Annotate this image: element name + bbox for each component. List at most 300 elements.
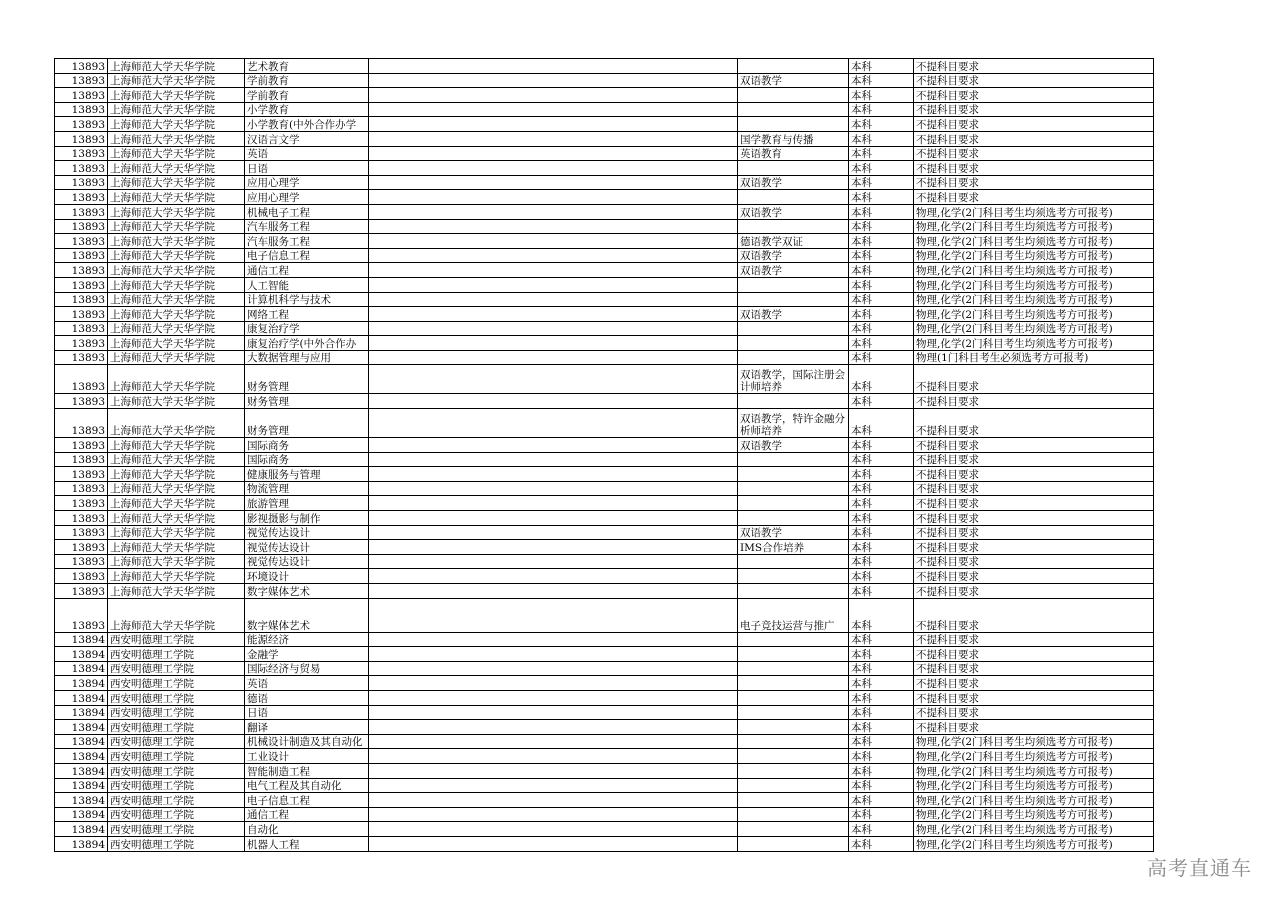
institution-code-cell: 13893 <box>55 525 108 540</box>
institution-code-cell: 13893 <box>55 234 108 249</box>
subject-requirement-cell: 不提科目要求 <box>914 131 1154 146</box>
subject-requirement-cell: 物理,化学(2门科目考生均须选考方可报考) <box>914 749 1154 764</box>
major-name-cell: 小学教育(中外合作办学 <box>245 117 369 132</box>
major-note-cell <box>738 511 849 526</box>
blank-cell <box>369 690 738 705</box>
major-note-cell <box>738 749 849 764</box>
table-row <box>55 73 1154 88</box>
major-note-cell: 电子竞技运营与推广 <box>738 598 849 632</box>
major-note-cell <box>738 778 849 793</box>
table-row <box>55 394 1154 409</box>
degree-level-cell: 本科 <box>849 88 914 103</box>
institution-name-cell: 上海师范大学天华学院 <box>108 511 245 526</box>
table-row <box>55 350 1154 365</box>
major-name-cell: 英语 <box>245 146 369 161</box>
degree-level-cell: 本科 <box>849 584 914 599</box>
major-note-cell: 国学教育与传播 <box>738 131 849 146</box>
institution-name-cell: 西安明德理工学院 <box>108 661 245 676</box>
institution-code-cell: 13893 <box>55 481 108 496</box>
blank-cell <box>369 365 738 394</box>
institution-name-cell: 上海师范大学天华学院 <box>108 481 245 496</box>
subject-requirement-cell: 物理,化学(2门科目考生均须选考方可报考) <box>914 807 1154 822</box>
table-row <box>55 632 1154 647</box>
degree-level-cell: 本科 <box>849 763 914 778</box>
subject-requirement-cell: 不提科目要求 <box>914 705 1154 720</box>
subject-requirement-cell: 物理,化学(2门科目考生均须选考方可报考) <box>914 763 1154 778</box>
major-name-cell: 艺术教育 <box>245 59 369 74</box>
table-row <box>55 263 1154 278</box>
institution-name-cell: 上海师范大学天华学院 <box>108 102 245 117</box>
blank-cell <box>369 569 738 584</box>
major-name-cell: 大数据管理与应用 <box>245 350 369 365</box>
major-name-cell: 数字媒体艺术 <box>245 598 369 632</box>
major-name-cell: 视觉传达设计 <box>245 525 369 540</box>
major-name-cell: 康复治疗学 <box>245 321 369 336</box>
degree-level-cell: 本科 <box>849 438 914 453</box>
major-name-cell: 通信工程 <box>245 263 369 278</box>
degree-level-cell: 本科 <box>849 540 914 555</box>
institution-code-cell: 13894 <box>55 661 108 676</box>
table-row <box>55 467 1154 482</box>
institution-code-cell: 13893 <box>55 190 108 205</box>
subject-requirement-cell: 物理,化学(2门科目考生均须选考方可报考) <box>914 248 1154 263</box>
blank-cell <box>369 511 738 526</box>
major-note-cell <box>738 734 849 749</box>
subject-requirement-cell: 不提科目要求 <box>914 511 1154 526</box>
institution-code-cell: 13893 <box>55 131 108 146</box>
institution-code-cell: 13894 <box>55 720 108 735</box>
institution-name-cell: 上海师范大学天华学院 <box>108 496 245 511</box>
major-name-cell: 健康服务与管理 <box>245 467 369 482</box>
major-name-cell: 自动化 <box>245 822 369 837</box>
degree-level-cell: 本科 <box>849 749 914 764</box>
table-row <box>55 336 1154 351</box>
degree-level-cell: 本科 <box>849 496 914 511</box>
institution-code-cell: 13894 <box>55 778 108 793</box>
degree-level-cell: 本科 <box>849 102 914 117</box>
major-note-cell: 双语教学，特许金融分析师培养 <box>738 409 849 438</box>
major-name-cell: 小学教育 <box>245 102 369 117</box>
table-row <box>55 584 1154 599</box>
subject-requirement-cell: 不提科目要求 <box>914 73 1154 88</box>
institution-code-cell: 13893 <box>55 73 108 88</box>
blank-cell <box>369 204 738 219</box>
degree-level-cell: 本科 <box>849 175 914 190</box>
degree-level-cell: 本科 <box>849 350 914 365</box>
degree-level-cell: 本科 <box>849 807 914 822</box>
institution-name-cell: 上海师范大学天华学院 <box>108 292 245 307</box>
blank-cell <box>369 161 738 176</box>
institution-code-cell: 13894 <box>55 734 108 749</box>
subject-requirement-cell: 物理,化学(2门科目考生均须选考方可报考) <box>914 234 1154 249</box>
table-row <box>55 131 1154 146</box>
major-name-cell: 环境设计 <box>245 569 369 584</box>
blank-cell <box>369 350 738 365</box>
institution-code-cell: 13893 <box>55 467 108 482</box>
degree-level-cell: 本科 <box>849 554 914 569</box>
institution-name-cell: 上海师范大学天华学院 <box>108 190 245 205</box>
institution-name-cell: 上海师范大学天华学院 <box>108 409 245 438</box>
institution-name-cell: 上海师范大学天华学院 <box>108 452 245 467</box>
table-row <box>55 598 1154 632</box>
institution-code-cell: 13893 <box>55 307 108 322</box>
blank-cell <box>369 540 738 555</box>
institution-name-cell: 西安明德理工学院 <box>108 632 245 647</box>
institution-name-cell: 上海师范大学天华学院 <box>108 438 245 453</box>
institution-name-cell: 上海师范大学天华学院 <box>108 540 245 555</box>
blank-cell <box>369 73 738 88</box>
major-note-cell <box>738 219 849 234</box>
institution-code-cell: 13893 <box>55 59 108 74</box>
subject-requirement-cell: 物理,化学(2门科目考生均须选考方可报考) <box>914 307 1154 322</box>
institution-code-cell: 13894 <box>55 647 108 662</box>
table-row <box>55 277 1154 292</box>
table-row <box>55 540 1154 555</box>
major-name-cell: 智能制造工程 <box>245 763 369 778</box>
table-row <box>55 102 1154 117</box>
institution-name-cell: 西安明德理工学院 <box>108 720 245 735</box>
major-note-cell <box>738 584 849 599</box>
major-name-cell: 国际商务 <box>245 438 369 453</box>
blank-cell <box>369 525 738 540</box>
subject-requirement-cell: 物理,化学(2门科目考生均须选考方可报考) <box>914 822 1154 837</box>
subject-requirement-cell: 物理,化学(2门科目考生均须选考方可报考) <box>914 778 1154 793</box>
blank-cell <box>369 467 738 482</box>
blank-cell <box>369 175 738 190</box>
institution-name-cell: 上海师范大学天华学院 <box>108 277 245 292</box>
institution-code-cell: 13893 <box>55 219 108 234</box>
degree-level-cell: 本科 <box>849 467 914 482</box>
institution-name-cell: 上海师范大学天华学院 <box>108 59 245 74</box>
subject-requirement-cell: 不提科目要求 <box>914 525 1154 540</box>
institution-name-cell: 西安明德理工学院 <box>108 734 245 749</box>
institution-code-cell: 13893 <box>55 394 108 409</box>
major-name-cell: 人工智能 <box>245 277 369 292</box>
blank-cell <box>369 584 738 599</box>
degree-level-cell: 本科 <box>849 511 914 526</box>
major-note-cell <box>738 705 849 720</box>
major-name-cell: 财务管理 <box>245 394 369 409</box>
major-note-cell <box>738 190 849 205</box>
institution-name-cell: 上海师范大学天华学院 <box>108 336 245 351</box>
institution-code-cell: 13893 <box>55 511 108 526</box>
table-row <box>55 234 1154 249</box>
table-row <box>55 836 1154 851</box>
major-note-cell <box>738 676 849 691</box>
major-note-cell <box>738 350 849 365</box>
subject-requirement-cell: 不提科目要求 <box>914 584 1154 599</box>
blank-cell <box>369 793 738 808</box>
institution-code-cell: 13894 <box>55 807 108 822</box>
subject-requirement-cell: 不提科目要求 <box>914 365 1154 394</box>
major-note-cell <box>738 793 849 808</box>
major-name-cell: 能源经济 <box>245 632 369 647</box>
table-row <box>55 793 1154 808</box>
institution-name-cell: 西安明德理工学院 <box>108 705 245 720</box>
blank-cell <box>369 647 738 662</box>
table-row <box>55 365 1154 394</box>
major-name-cell: 学前教育 <box>245 88 369 103</box>
table-row <box>55 734 1154 749</box>
major-note-cell <box>738 807 849 822</box>
blank-cell <box>369 307 738 322</box>
major-name-cell: 电气工程及其自动化 <box>245 778 369 793</box>
blank-cell <box>369 661 738 676</box>
institution-code-cell: 13893 <box>55 598 108 632</box>
institution-code-cell: 13893 <box>55 350 108 365</box>
major-name-cell: 影视摄影与制作 <box>245 511 369 526</box>
degree-level-cell: 本科 <box>849 409 914 438</box>
degree-level-cell: 本科 <box>849 59 914 74</box>
blank-cell <box>369 807 738 822</box>
table-row <box>55 59 1154 74</box>
table-row <box>55 409 1154 438</box>
subject-requirement-cell: 物理,化学(2门科目考生均须选考方可报考) <box>914 734 1154 749</box>
table-row <box>55 749 1154 764</box>
institution-name-cell: 西安明德理工学院 <box>108 690 245 705</box>
blank-cell <box>369 248 738 263</box>
institution-name-cell: 上海师范大学天华学院 <box>108 307 245 322</box>
major-note-cell <box>738 117 849 132</box>
major-note-cell <box>738 102 849 117</box>
major-note-cell <box>738 496 849 511</box>
major-name-cell: 物流管理 <box>245 481 369 496</box>
degree-level-cell: 本科 <box>849 632 914 647</box>
major-note-cell <box>738 569 849 584</box>
blank-cell <box>369 59 738 74</box>
table-row <box>55 204 1154 219</box>
degree-level-cell: 本科 <box>849 676 914 691</box>
institution-name-cell: 西安明德理工学院 <box>108 778 245 793</box>
degree-level-cell: 本科 <box>849 734 914 749</box>
table-row <box>55 763 1154 778</box>
blank-cell <box>369 336 738 351</box>
blank-cell <box>369 190 738 205</box>
major-note-cell <box>738 452 849 467</box>
major-note-cell: 双语教学 <box>738 438 849 453</box>
major-name-cell: 国际经济与贸易 <box>245 661 369 676</box>
table-row <box>55 690 1154 705</box>
degree-level-cell: 本科 <box>849 481 914 496</box>
major-name-cell: 学前教育 <box>245 73 369 88</box>
major-note-cell: 双语教学 <box>738 525 849 540</box>
blank-cell <box>369 822 738 837</box>
table-row <box>55 705 1154 720</box>
institution-code-cell: 13893 <box>55 496 108 511</box>
institution-code-cell: 13894 <box>55 763 108 778</box>
blank-cell <box>369 394 738 409</box>
degree-level-cell: 本科 <box>849 793 914 808</box>
institution-code-cell: 13893 <box>55 204 108 219</box>
blank-cell <box>369 292 738 307</box>
degree-level-cell: 本科 <box>849 292 914 307</box>
major-name-cell: 电子信息工程 <box>245 248 369 263</box>
degree-level-cell: 本科 <box>849 234 914 249</box>
blank-cell <box>369 234 738 249</box>
subject-requirement-cell: 不提科目要求 <box>914 554 1154 569</box>
table-row <box>55 647 1154 662</box>
institution-name-cell: 上海师范大学天华学院 <box>108 365 245 394</box>
major-note-cell <box>738 336 849 351</box>
major-name-cell: 数字媒体艺术 <box>245 584 369 599</box>
blank-cell <box>369 438 738 453</box>
major-note-cell <box>738 720 849 735</box>
institution-name-cell: 上海师范大学天华学院 <box>108 467 245 482</box>
degree-level-cell: 本科 <box>849 321 914 336</box>
major-name-cell: 旅游管理 <box>245 496 369 511</box>
degree-level-cell: 本科 <box>849 219 914 234</box>
blank-cell <box>369 749 738 764</box>
subject-requirement-cell: 不提科目要求 <box>914 661 1154 676</box>
institution-name-cell: 西安明德理工学院 <box>108 822 245 837</box>
subject-requirement-cell: 不提科目要求 <box>914 569 1154 584</box>
table-row <box>55 569 1154 584</box>
subject-requirement-cell: 不提科目要求 <box>914 394 1154 409</box>
institution-name-cell: 上海师范大学天华学院 <box>108 88 245 103</box>
major-note-cell <box>738 632 849 647</box>
degree-level-cell: 本科 <box>849 263 914 278</box>
degree-level-cell: 本科 <box>849 190 914 205</box>
table-row <box>55 661 1154 676</box>
institution-code-cell: 13893 <box>55 277 108 292</box>
degree-level-cell: 本科 <box>849 204 914 219</box>
table-row <box>55 525 1154 540</box>
major-note-cell <box>738 467 849 482</box>
degree-level-cell: 本科 <box>849 131 914 146</box>
major-name-cell: 汽车服务工程 <box>245 219 369 234</box>
institution-code-cell: 13893 <box>55 263 108 278</box>
subject-requirement-cell: 不提科目要求 <box>914 161 1154 176</box>
institution-code-cell: 13893 <box>55 321 108 336</box>
institution-name-cell: 上海师范大学天华学院 <box>108 131 245 146</box>
blank-cell <box>369 632 738 647</box>
major-note-cell <box>738 481 849 496</box>
major-note-cell <box>738 661 849 676</box>
institution-code-cell: 13894 <box>55 822 108 837</box>
subject-requirement-cell: 不提科目要求 <box>914 540 1154 555</box>
table-row <box>55 481 1154 496</box>
major-name-cell: 德语 <box>245 690 369 705</box>
table-row <box>55 117 1154 132</box>
degree-level-cell: 本科 <box>849 705 914 720</box>
major-note-cell: 双语教学 <box>738 204 849 219</box>
blank-cell <box>369 452 738 467</box>
institution-name-cell: 上海师范大学天华学院 <box>108 394 245 409</box>
institution-code-cell: 13893 <box>55 438 108 453</box>
table-row <box>55 438 1154 453</box>
institution-name-cell: 西安明德理工学院 <box>108 749 245 764</box>
institution-name-cell: 西安明德理工学院 <box>108 647 245 662</box>
institution-code-cell: 13894 <box>55 749 108 764</box>
blank-cell <box>369 598 738 632</box>
major-note-cell <box>738 394 849 409</box>
subject-requirement-cell: 不提科目要求 <box>914 452 1154 467</box>
major-note-cell <box>738 88 849 103</box>
subject-requirement-cell: 不提科目要求 <box>914 676 1154 691</box>
table-row <box>55 676 1154 691</box>
blank-cell <box>369 131 738 146</box>
major-note-cell <box>738 822 849 837</box>
institution-code-cell: 13893 <box>55 554 108 569</box>
subject-requirement-cell: 物理(1门科目考生必须选考方可报考) <box>914 350 1154 365</box>
institution-name-cell: 上海师范大学天华学院 <box>108 117 245 132</box>
blank-cell <box>369 836 738 851</box>
subject-requirement-cell: 不提科目要求 <box>914 720 1154 735</box>
table-row <box>55 161 1154 176</box>
degree-level-cell: 本科 <box>849 569 914 584</box>
institution-name-cell: 上海师范大学天华学院 <box>108 204 245 219</box>
blank-cell <box>369 321 738 336</box>
blank-cell <box>369 117 738 132</box>
institution-name-cell: 上海师范大学天华学院 <box>108 219 245 234</box>
degree-level-cell: 本科 <box>849 336 914 351</box>
table-row <box>55 146 1154 161</box>
major-note-cell <box>738 836 849 851</box>
major-note-cell <box>738 292 849 307</box>
table-row <box>55 807 1154 822</box>
subject-requirement-cell: 物理,化学(2门科目考生均须选考方可报考) <box>914 277 1154 292</box>
degree-level-cell: 本科 <box>849 525 914 540</box>
degree-level-cell: 本科 <box>849 690 914 705</box>
institution-code-cell: 13893 <box>55 117 108 132</box>
degree-level-cell: 本科 <box>849 394 914 409</box>
admissions-table <box>54 58 1154 852</box>
table-row <box>55 219 1154 234</box>
subject-requirement-cell: 不提科目要求 <box>914 598 1154 632</box>
major-name-cell: 机械电子工程 <box>245 204 369 219</box>
blank-cell <box>369 705 738 720</box>
major-name-cell: 财务管理 <box>245 365 369 394</box>
institution-code-cell: 13893 <box>55 146 108 161</box>
subject-requirement-cell: 物理,化学(2门科目考生均须选考方可报考) <box>914 321 1154 336</box>
table-row <box>55 292 1154 307</box>
blank-cell <box>369 88 738 103</box>
blank-cell <box>369 146 738 161</box>
table-row <box>55 778 1154 793</box>
subject-requirement-cell: 不提科目要求 <box>914 190 1154 205</box>
major-name-cell: 机械设计制造及其自动化 <box>245 734 369 749</box>
major-note-cell: 双语教学 <box>738 307 849 322</box>
major-note-cell <box>738 277 849 292</box>
blank-cell <box>369 720 738 735</box>
institution-name-cell: 上海师范大学天华学院 <box>108 321 245 336</box>
blank-cell <box>369 481 738 496</box>
subject-requirement-cell: 不提科目要求 <box>914 146 1154 161</box>
blank-cell <box>369 554 738 569</box>
subject-requirement-cell: 不提科目要求 <box>914 481 1154 496</box>
degree-level-cell: 本科 <box>849 73 914 88</box>
major-name-cell: 汉语言文学 <box>245 131 369 146</box>
institution-name-cell: 上海师范大学天华学院 <box>108 598 245 632</box>
major-note-cell <box>738 647 849 662</box>
table-row <box>55 321 1154 336</box>
subject-requirement-cell: 物理,化学(2门科目考生均须选考方可报考) <box>914 793 1154 808</box>
institution-code-cell: 13893 <box>55 336 108 351</box>
major-name-cell: 工业设计 <box>245 749 369 764</box>
subject-requirement-cell: 不提科目要求 <box>914 690 1154 705</box>
major-note-cell <box>738 554 849 569</box>
major-name-cell: 应用心理学 <box>245 175 369 190</box>
institution-code-cell: 13894 <box>55 676 108 691</box>
major-name-cell: 日语 <box>245 161 369 176</box>
institution-code-cell: 13893 <box>55 409 108 438</box>
table-row <box>55 175 1154 190</box>
institution-code-cell: 13894 <box>55 793 108 808</box>
institution-name-cell: 上海师范大学天华学院 <box>108 73 245 88</box>
institution-code-cell: 13894 <box>55 632 108 647</box>
table-row <box>55 248 1154 263</box>
table-row <box>55 822 1154 837</box>
